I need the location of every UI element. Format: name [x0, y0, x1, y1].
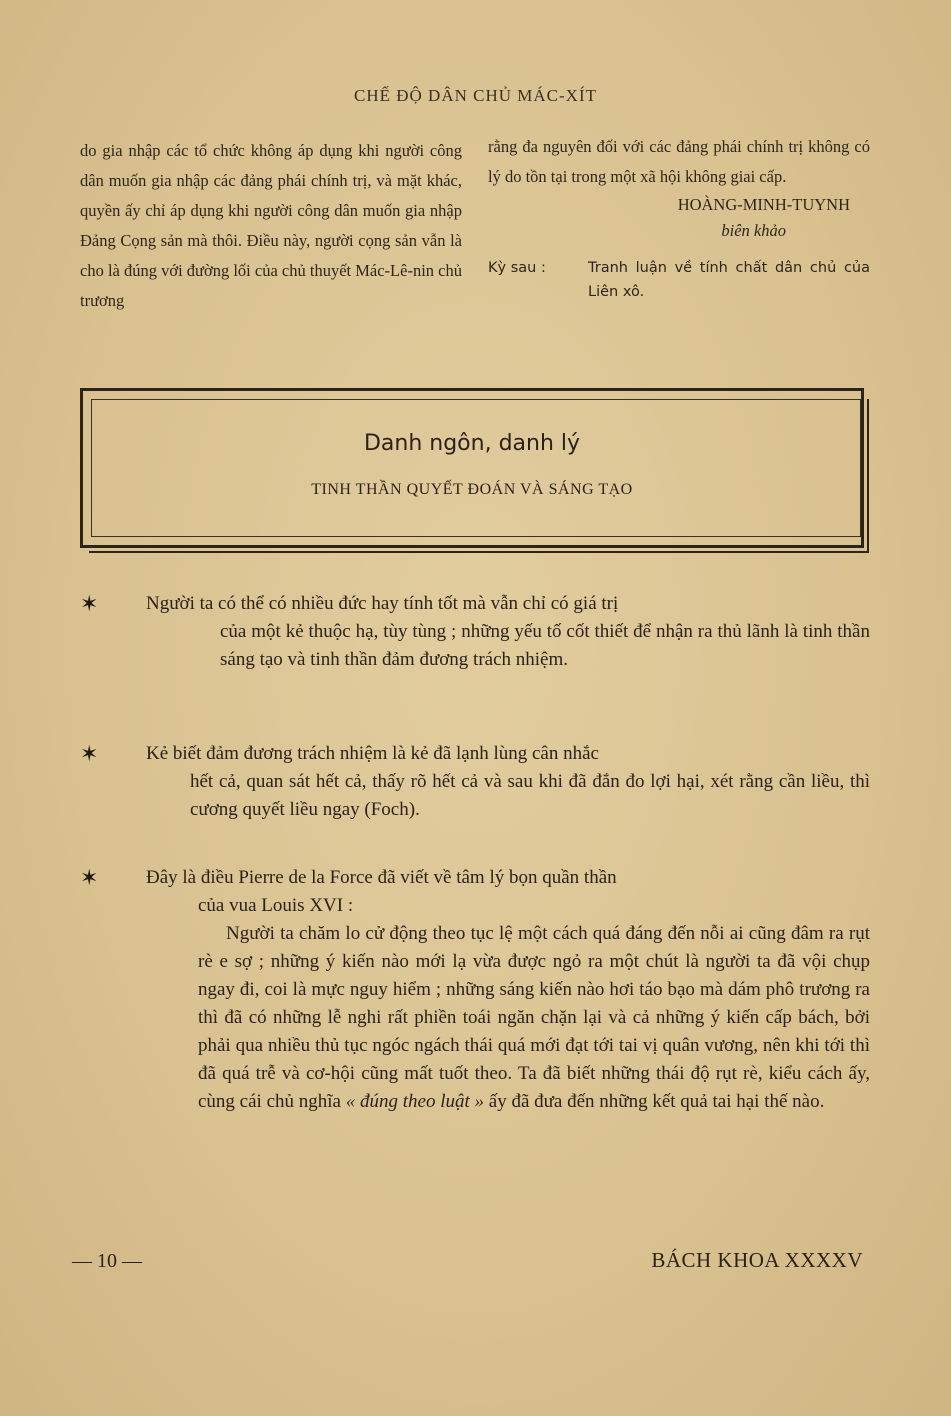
page-number: — 10 — [72, 1250, 142, 1272]
quote-1-first-line: Người ta có thể có nhiều đức hay tính tốt mà vẫn chỉ có giá trị [146, 593, 619, 614]
author-name: HOÀNG-MINH-TUYNH [677, 195, 850, 214]
star-bullet-icon: ✶ [80, 741, 99, 766]
running-header: CHẾ ĐỘ DÂN CHỦ MÁC-XÍT [354, 86, 597, 105]
quote-2-first-line: Kẻ biết đảm đương trách nhiệm là kẻ đã lạnh lùng cân nhắc [146, 743, 599, 764]
quote-3 [80, 864, 870, 1116]
next-issue-label: Kỳ sau : [488, 260, 546, 276]
quote-1-rest: của một kẻ thuộc hạ, tùy tùng ; những yếu tố cốt thiết để nhận ra thủ lãnh là tinh thần sáng tạo và tinh thần đảm đương trách nhiệm. [220, 621, 870, 670]
quote-3-body-a: Người ta chăm lo cử động theo tục lệ một cách quá đáng đến nỗi ai cũng đâm ra rụt rè e sợ ; những ý kiến nào mới lạ vừa được ngỏ ra một chút là người ta đã vội chụp ngay đi, coi là mực nguy hiểm ; những sáng kiến nào hơi táo bạo mà dám phô trương ra thì đã có những lễ nghi rất phiền toái ngăn chặn lại và cả những ý kiến cấp bách, bởi phải qua nhiều thủ tục ngóc ngách thái quá mới đạt tới tai vị quân vương, nên khi tới thì đã quá trễ và cơ-hội cũng mất tuốt theo. Ta đã biết những thái độ rụt rè, kiểu cách ấy, cùng cái chủ nghĩa [198, 923, 870, 1112]
section-subtitle: TINH THẦN QUYẾT ĐOÁN VÀ SÁNG TẠO [311, 481, 633, 498]
quote-3-rest: của vua Louis XVI : [198, 895, 354, 916]
quote-1 [80, 590, 870, 674]
star-bullet-icon: ✶ [80, 591, 99, 616]
section-title-box [80, 388, 864, 548]
author-role: biên khảo [721, 221, 786, 240]
star-bullet-icon: ✶ [80, 865, 99, 890]
section-title: Danh ngôn, danh lý [363, 431, 581, 456]
article-left-column [80, 136, 462, 316]
section-title-box-inner [91, 399, 861, 537]
left-column-text: do gia nhập các tổ chức không áp dụng khi người công dân muốn gia nhập các đảng phái chính trị, và mặt khác, quyền ấy chỉ áp dụng khi người công dân muốn gia nhập Đảng Cọng sản mà thôi. Điều này, người cọng sản vẫn là cho là đúng với đường lối của chủ thuyết Mác-Lê-nin chủ trương [80, 141, 462, 310]
article-right-column [488, 132, 870, 304]
quote-3-body-b: ấy đã đưa đến những kết quả tai hại thế nào. [488, 1091, 825, 1112]
quote-3-body-emphasis: « đúng theo luật » [345, 1091, 485, 1112]
quote-3-body [198, 920, 870, 1116]
quote-2-rest: hết cả, quan sát hết cả, thấy rõ hết cả và sau khi đã đắn đo lợi hại, xét rằng cần liều, thì cương quyết liều ngay (Foch). [190, 771, 870, 820]
publication-name: BÁCH KHOA XXXXV [651, 1248, 863, 1272]
next-issue-text: Tranh luận về tính chất dân chủ của Liên xô. [588, 260, 870, 300]
next-issue-note [488, 256, 870, 304]
quote-3-first-line: Đây là điều Pierre de la Force đã viết về tâm lý bọn quần thần [146, 867, 617, 888]
right-column-text: rằng đa nguyên đối với các đảng phái chính trị không có lý do tồn tại trong một xã hội không giai cấp. [488, 137, 870, 186]
quote-2 [80, 740, 870, 824]
